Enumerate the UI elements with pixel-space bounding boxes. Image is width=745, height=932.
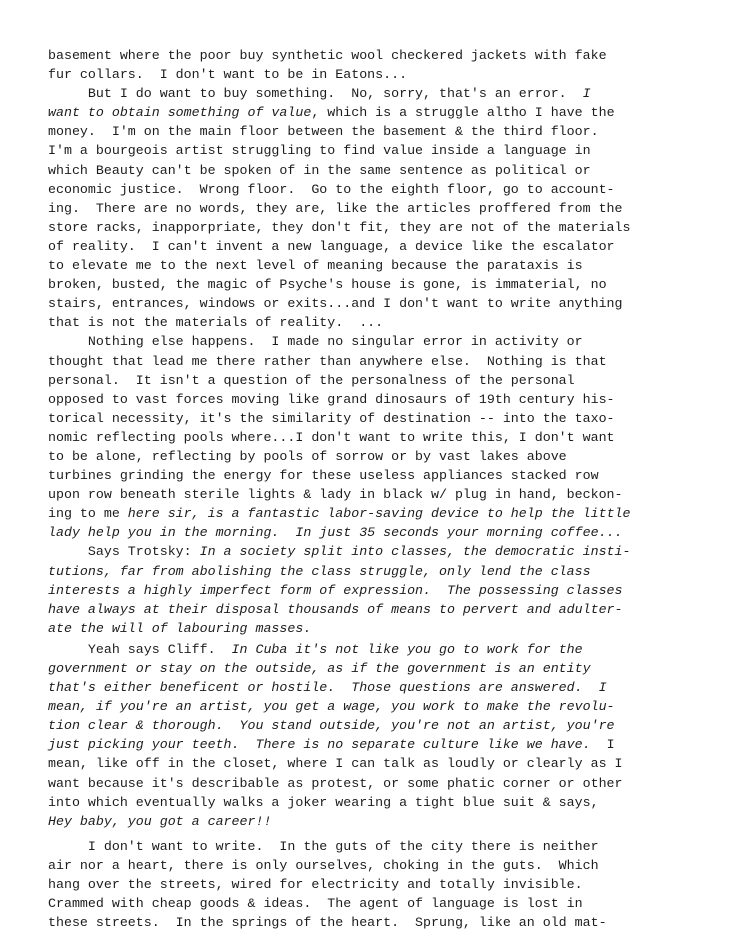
- text-run: ing to me: [48, 506, 128, 522]
- text-run: I don't want to write. In the guts of the city there is neither: [48, 838, 599, 854]
- text-run: hang over the streets, wired for electricity and totally invisible.: [48, 877, 583, 893]
- text-line: [48, 199, 716, 218]
- text-line: [48, 161, 716, 180]
- text-line: [48, 466, 716, 485]
- text-line: [48, 735, 716, 754]
- text-line: [48, 390, 716, 409]
- text-run: air nor a heart, there is only ourselves, choking in the guts. Which: [48, 857, 599, 873]
- text-line: [48, 141, 716, 160]
- text-run: I: [590, 737, 615, 753]
- text-run: opposed to vast forces moving like grand dinosaurs of 19th century his-: [48, 391, 615, 407]
- text-run: economic justice. Wrong floor. Go to the eighth floor, go to account-: [48, 181, 615, 197]
- italic-text-run: have always at their disposal thousands of means to pervert and adulter-: [48, 601, 623, 617]
- text-line: [48, 640, 716, 659]
- text-run: , which is a struggle altho I have the: [311, 105, 615, 121]
- text-line: [48, 313, 716, 332]
- text-line: [48, 716, 716, 735]
- paragraph-6: [48, 837, 716, 932]
- text-run: personal. It isn't a question of the personalness of the personal: [48, 372, 575, 388]
- text-run: these streets. In the springs of the heart. Sprung, like an old mat-: [48, 915, 607, 931]
- italic-text-run: In Cuba it's not like you go to work for the: [231, 641, 583, 657]
- italic-text-run: Hey baby, you got a career!!: [48, 813, 272, 829]
- text-run: stairs, entrances, windows or exits...and I don't want to write anything: [48, 296, 623, 312]
- text-run: turbines grinding the energy for these useless appliances stacked row: [48, 468, 599, 484]
- text-line: [48, 447, 716, 466]
- text-run: Says Trotsky:: [48, 544, 200, 560]
- text-line: [48, 332, 716, 351]
- text-run: Yeah says Cliff.: [48, 641, 232, 657]
- typewritten-page: [48, 46, 716, 932]
- text-run: But I do want to buy something. No, sorry, that's an error.: [48, 86, 583, 102]
- paragraph-3: [48, 332, 716, 542]
- paragraph-5: [48, 640, 716, 831]
- text-run: that is not the materials of reality. ...: [48, 315, 384, 331]
- italic-text-run: want to obtain something of value: [48, 105, 312, 121]
- text-line: [48, 600, 716, 619]
- italic-text-run: government or stay on the outside, as if the government is an entity: [48, 661, 591, 676]
- text-run: ing. There are no words, they are, like the articles proffered from the: [48, 200, 623, 216]
- text-run: I'm a bourgeois artist struggling to find value inside a language in: [48, 143, 591, 159]
- text-line: [48, 504, 716, 523]
- text-line: [48, 275, 716, 294]
- text-line: [48, 84, 716, 103]
- text-run: want because it's describable as protest, or some phatic corner or other: [48, 775, 623, 791]
- text-line: [48, 913, 716, 932]
- text-line: [48, 774, 716, 793]
- text-run: basement where the poor buy synthetic wool checkered jackets with fake: [48, 48, 607, 63]
- text-line: [48, 894, 716, 913]
- text-run: mean, like off in the closet, where I can talk as loudly or clearly as I: [48, 756, 623, 772]
- italic-text-run: here sir, is a fantastic labor-saving device to help the little: [127, 506, 631, 522]
- text-line: [48, 65, 716, 84]
- text-line: [48, 180, 716, 199]
- text-run: broken, busted, the magic of Psyche's house is gone, is immaterial, no: [48, 277, 607, 293]
- text-line: [48, 812, 716, 831]
- text-run: thought that lead me there rather than anywhere else. Nothing is that: [48, 353, 607, 369]
- text-run: to elevate me to the next level of meaning because the parataxis is: [48, 258, 583, 274]
- italic-text-run: that's either beneficent or hostile. Those questions are answered. I: [48, 680, 607, 696]
- text-line: [48, 793, 716, 812]
- text-run: fur collars. I don't want to be in Eatons...: [48, 67, 408, 83]
- italic-text-run: just picking your teeth. There is no separate culture like we have.: [48, 737, 591, 753]
- text-run: into which eventually walks a joker wearing a tight blue suit & says,: [48, 794, 599, 810]
- italic-text-run: In a society split into classes, the democratic insti-: [199, 544, 631, 560]
- italic-text-run: I: [582, 86, 591, 102]
- text-line: [48, 754, 716, 773]
- text-line: [48, 122, 716, 141]
- paragraph-2: [48, 84, 716, 332]
- text-line: [48, 256, 716, 275]
- text-line: [48, 875, 716, 894]
- text-line: [48, 103, 716, 122]
- text-line: [48, 409, 716, 428]
- text-line: [48, 218, 716, 237]
- text-run: Nothing else happens. I made no singular error in activity or: [48, 334, 583, 350]
- text-line: [48, 581, 716, 600]
- text-line: [48, 352, 716, 371]
- text-line: [48, 237, 716, 256]
- italic-text-run: mean, if you're an artist, you get a wage, you work to make the revolu-: [48, 699, 615, 715]
- text-run: which Beauty can't be spoken of in the same sentence as political or: [48, 162, 591, 178]
- text-line: [48, 562, 716, 581]
- text-line: [48, 659, 716, 678]
- text-run: nomic reflecting pools where...I don't want to write this, I don't want: [48, 429, 615, 445]
- paragraph-1: [48, 46, 716, 84]
- text-line: [48, 619, 716, 638]
- text-line: [48, 542, 716, 561]
- text-line: [48, 294, 716, 313]
- text-run: upon row beneath sterile lights & lady in black w/ plug in hand, beckon-: [48, 487, 623, 503]
- text-run: store racks, inapporpriate, they don't fit, they are not of the materials: [48, 219, 631, 235]
- text-line: [48, 837, 716, 856]
- italic-text-run: ate the will of labouring masses.: [48, 620, 312, 636]
- italic-text-run: interests a highly imperfect form of expression. The possessing classes: [48, 582, 623, 598]
- text-line: [48, 856, 716, 875]
- text-line: [48, 46, 716, 65]
- italic-text-run: tion clear & thorough. You stand outside, you're not an artist, you're: [48, 718, 615, 734]
- text-line: [48, 678, 716, 697]
- text-line: [48, 485, 716, 504]
- text-line: [48, 523, 716, 542]
- text-run: money. I'm on the main floor between the basement & the third floor.: [48, 124, 599, 140]
- italic-text-run: tutions, far from abolishing the class struggle, only lend the class: [48, 563, 591, 579]
- text-line: [48, 428, 716, 447]
- text-run: of reality. I can't invent a new language, a device like the escalator: [48, 238, 615, 254]
- text-line: [48, 371, 716, 390]
- text-run: Crammed with cheap goods & ideas. The agent of language is lost in: [48, 896, 583, 912]
- text-run: to be alone, reflecting by pools of sorrow or by vast lakes above: [48, 448, 567, 464]
- italic-text-run: lady help you in the morning. In just 35 seconds your morning coffee...: [48, 525, 623, 541]
- paragraph-4: [48, 542, 716, 637]
- text-run: torical necessity, it's the similarity of destination -- into the taxo-: [48, 410, 615, 426]
- text-line: [48, 697, 716, 716]
